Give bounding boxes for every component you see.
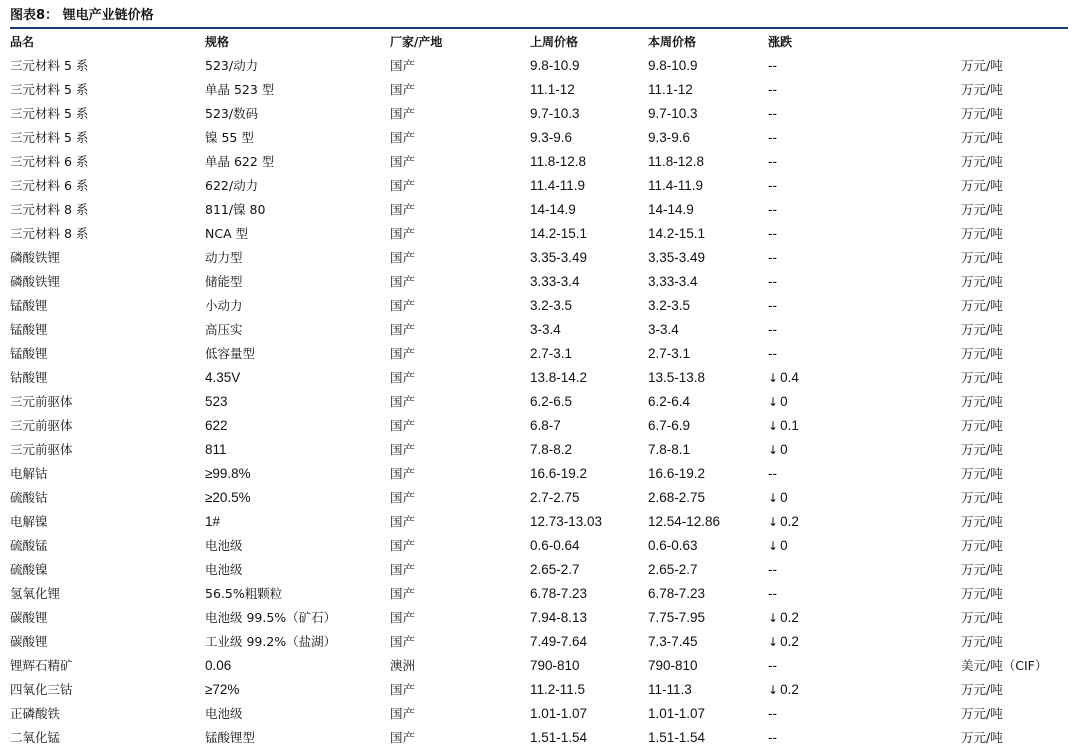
this-week-price: 6.7-6.9 [648,418,691,433]
this-week-price: 13.5-13.8 [648,370,706,385]
unit: 万元/吨 [961,250,1003,265]
table-row [0,54,1080,78]
unit: 万元/吨 [961,730,1003,745]
origin: 国产 [390,250,416,265]
last-week-price: 6.2-6.5 [530,394,573,409]
this-week-price: 11.1-12 [648,82,693,97]
price-change [768,702,777,726]
unit: 万元/吨 [961,370,1003,385]
price-change [768,78,777,102]
unit: 万元/吨 [961,634,1003,649]
spec: 523/数码 [205,106,259,121]
change-value: 0 [780,442,788,457]
change-value: -- [768,106,777,121]
product-name: 硫酸钴 [10,490,48,505]
table-row [0,462,1080,486]
header-this-week-price: 本周价格 [648,35,697,49]
last-week-price: 11.2-11.5 [530,682,586,697]
price-change [768,486,788,510]
change-value: -- [768,130,777,145]
change-value: 0.1 [780,418,799,433]
product-name: 电解镍 [10,514,48,529]
down-arrow-icon: ↓ [768,683,779,697]
origin: 国产 [390,538,416,553]
unit: 万元/吨 [961,418,1003,433]
this-week-price: 2.68-2.75 [648,490,706,505]
down-arrow-icon: ↓ [768,515,779,529]
table-row [0,102,1080,126]
product-name: 锰酸锂 [10,322,48,337]
last-week-price: 11.4-11.9 [530,178,586,193]
unit: 万元/吨 [961,274,1003,289]
last-week-price: 2.7-2.75 [530,490,580,505]
table-row [0,702,1080,726]
change-value: 0 [780,490,788,505]
table-row [0,606,1080,630]
table-row [0,678,1080,702]
product-name: 磷酸铁锂 [10,250,61,265]
down-arrow-icon: ↓ [768,539,779,553]
origin: 国产 [390,562,416,577]
origin: 国产 [390,130,416,145]
product-name: 四氧化三钴 [10,682,73,697]
price-change [768,198,777,222]
change-value: 0 [780,538,788,553]
price-change [768,438,788,462]
unit: 万元/吨 [961,490,1003,505]
down-arrow-icon: ↓ [768,443,779,457]
origin: 国产 [390,394,416,409]
down-arrow-icon: ↓ [768,611,779,625]
unit: 万元/吨 [961,106,1003,121]
table-row [0,558,1080,582]
last-week-price: 2.7-3.1 [530,346,573,361]
this-week-price: 6.78-7.23 [648,586,706,601]
this-week-price: 2.7-3.1 [648,346,691,361]
this-week-price: 9.7-10.3 [648,106,698,121]
origin: 国产 [390,706,416,721]
last-week-price: 1.51-1.54 [530,730,588,745]
table-row [0,510,1080,534]
spec: ≥72% [205,682,240,697]
spec: 523/动力 [205,58,259,73]
unit: 万元/吨 [961,610,1003,625]
last-week-price: 9.7-10.3 [530,106,580,121]
price-change [768,510,799,534]
spec: 动力型 [205,250,243,265]
last-week-price: 1.01-1.07 [530,706,588,721]
unit: 万元/吨 [961,154,1003,169]
table-row [0,390,1080,414]
unit: 万元/吨 [961,706,1003,721]
last-week-price: 14-14.9 [530,202,576,217]
table-row [0,150,1080,174]
unit: 万元/吨 [961,682,1003,697]
price-change [768,654,777,678]
product-name: 碳酸锂 [10,634,48,649]
product-name: 锂辉石精矿 [10,658,73,673]
spec: 工业级 99.2%（盐湖） [205,634,337,649]
origin: 澳洲 [390,658,416,673]
origin: 国产 [390,226,416,241]
origin: 国产 [390,466,416,481]
table-row [0,174,1080,198]
table-row [0,78,1080,102]
down-arrow-icon: ↓ [768,491,779,505]
last-week-price: 13.8-14.2 [530,370,588,385]
spec: 4.35V [205,370,241,385]
spec: 电池级 [205,706,243,721]
price-change [768,294,777,318]
spec: NCA 型 [205,226,249,241]
origin: 国产 [390,322,416,337]
price-change [768,606,799,630]
last-week-price: 9.8-10.9 [530,58,580,73]
this-week-price: 3-3.4 [648,322,679,337]
price-change [768,222,777,246]
origin: 国产 [390,202,416,217]
unit: 万元/吨 [961,586,1003,601]
spec: 单晶 622 型 [205,154,275,169]
last-week-price: 11.1-12 [530,82,575,97]
origin: 国产 [390,514,416,529]
change-value: -- [768,322,777,337]
table-row [0,534,1080,558]
unit: 万元/吨 [961,394,1003,409]
origin: 国产 [390,730,416,745]
this-week-price: 14.2-15.1 [648,226,706,241]
spec: 811/镍 80 [205,202,266,217]
last-week-price: 11.8-12.8 [530,154,587,169]
price-change [768,54,777,78]
this-week-price: 3.35-3.49 [648,250,706,265]
spec: 523 [205,394,228,409]
last-week-price: 7.8-8.2 [530,442,573,457]
product-name: 二氧化锰 [10,730,61,745]
table-row [0,342,1080,366]
table-row [0,366,1080,390]
change-value: -- [768,82,777,97]
change-value: -- [768,466,777,481]
origin: 国产 [390,586,416,601]
spec: 622/动力 [205,178,259,193]
spec: ≥20.5% [205,490,251,505]
product-name: 钴酸锂 [10,370,48,385]
product-name: 硫酸锰 [10,538,48,553]
spec: 电池级 99.5%（矿石） [205,610,337,625]
this-week-price: 7.8-8.1 [648,442,691,457]
change-value: -- [768,178,777,193]
figure-title: 图表8： 锂电产业链价格 [10,8,154,23]
origin: 国产 [390,178,416,193]
origin: 国产 [390,634,416,649]
price-change [768,246,777,270]
change-value: 0.2 [780,610,799,625]
change-value: -- [768,298,777,313]
table-body [0,54,1080,750]
this-week-price: 11.8-12.8 [648,154,705,169]
unit: 万元/吨 [961,58,1003,73]
spec: 镍 55 型 [205,130,254,145]
origin: 国产 [390,610,416,625]
this-week-price: 3.33-3.4 [648,274,698,289]
spec: 1# [205,514,221,529]
price-change [768,102,777,126]
spec: 622 [205,418,228,433]
this-week-price: 9.8-10.9 [648,58,698,73]
price-change [768,318,777,342]
price-change [768,726,777,750]
table-row [0,414,1080,438]
header-last-week-price: 上周价格 [530,35,579,49]
header-change: 涨跌 [768,35,793,49]
table-row [0,198,1080,222]
unit: 美元/吨（CIF） [961,658,1048,673]
origin: 国产 [390,490,416,505]
change-value: 0.2 [780,514,799,529]
unit: 万元/吨 [961,346,1003,361]
last-week-price: 7.94-8.13 [530,610,588,625]
table-row [0,438,1080,462]
change-value: -- [768,730,777,745]
header-product: 品名 [10,35,35,49]
origin: 国产 [390,682,416,697]
spec: 锰酸锂型 [205,730,256,745]
product-name: 硫酸镍 [10,562,48,577]
unit: 万元/吨 [961,322,1003,337]
unit: 万元/吨 [961,538,1003,553]
price-change [768,270,777,294]
change-value: -- [768,586,777,601]
last-week-price: 16.6-19.2 [530,466,588,481]
unit: 万元/吨 [961,514,1003,529]
change-value: -- [768,346,777,361]
this-week-price: 1.01-1.07 [648,706,706,721]
table-row [0,654,1080,678]
down-arrow-icon: ↓ [768,371,779,385]
price-change [768,558,777,582]
origin: 国产 [390,442,416,457]
this-week-price: 7.3-7.45 [648,634,698,649]
last-week-price: 6.78-7.23 [530,586,588,601]
unit: 万元/吨 [961,442,1003,457]
last-week-price: 3.33-3.4 [530,274,580,289]
unit: 万元/吨 [961,202,1003,217]
last-week-price: 2.65-2.7 [530,562,580,577]
last-week-price: 7.49-7.64 [530,634,588,649]
header-origin: 厂家/产地 [390,35,443,49]
down-arrow-icon: ↓ [768,395,779,409]
change-value: -- [768,58,777,73]
change-value: 0.4 [780,370,799,385]
this-week-price: 11.4-11.9 [648,178,704,193]
unit: 万元/吨 [961,130,1003,145]
spec: 0.06 [205,658,232,673]
origin: 国产 [390,106,416,121]
price-change [768,342,777,366]
last-week-price: 790-810 [530,658,580,673]
this-week-price: 2.65-2.7 [648,562,698,577]
this-week-price: 11-11.3 [648,682,692,697]
last-week-price: 3.2-3.5 [530,298,573,313]
price-change [768,678,799,702]
price-change [768,582,777,606]
change-value: 0.2 [780,634,799,649]
origin: 国产 [390,274,416,289]
last-week-price: 3.35-3.49 [530,250,588,265]
spec: 单晶 523 型 [205,82,275,97]
this-week-price: 1.51-1.54 [648,730,706,745]
table-row [0,246,1080,270]
this-week-price: 9.3-9.6 [648,130,691,145]
product-name: 三元材料 5 系 [10,130,89,145]
table-row [0,294,1080,318]
spec: ≥99.8% [205,466,251,481]
product-name: 三元材料 6 系 [10,178,89,193]
table-row [0,126,1080,150]
change-value: 0 [780,394,788,409]
origin: 国产 [390,298,416,313]
last-week-price: 0.6-0.64 [530,538,580,553]
table-row [0,318,1080,342]
table-row [0,582,1080,606]
this-week-price: 7.75-7.95 [648,610,706,625]
product-name: 三元材料 8 系 [10,202,89,217]
spec: 低容量型 [205,346,256,361]
change-value: 0.2 [780,682,799,697]
product-name: 三元前驱体 [10,418,73,433]
product-name: 三元材料 5 系 [10,82,89,97]
title-divider [10,27,1068,29]
change-value: -- [768,250,777,265]
unit: 万元/吨 [961,82,1003,97]
last-week-price: 14.2-15.1 [530,226,588,241]
unit: 万元/吨 [961,226,1003,241]
spec: 小动力 [205,298,243,313]
price-change [768,462,777,486]
spec: 811 [205,442,227,457]
change-value: -- [768,202,777,217]
product-name: 氢氧化锂 [10,586,61,601]
price-change [768,414,799,438]
spec: 56.5%粗颗粒 [205,586,283,601]
last-week-price: 9.3-9.6 [530,130,573,145]
this-week-price: 3.2-3.5 [648,298,691,313]
last-week-price: 3-3.4 [530,322,561,337]
table-row [0,270,1080,294]
price-change [768,126,777,150]
product-name: 锰酸锂 [10,346,48,361]
change-value: -- [768,274,777,289]
product-name: 正磷酸铁 [10,706,61,721]
product-name: 三元材料 5 系 [10,106,89,121]
price-change [768,366,799,390]
change-value: -- [768,562,777,577]
this-week-price: 0.6-0.63 [648,538,698,553]
product-name: 三元前驱体 [10,394,73,409]
price-change [768,174,777,198]
this-week-price: 14-14.9 [648,202,694,217]
header-spec: 规格 [205,35,230,49]
spec: 电池级 [205,562,243,577]
table-row [0,222,1080,246]
price-change [768,150,777,174]
origin: 国产 [390,370,416,385]
spec: 高压实 [205,322,243,337]
origin: 国产 [390,154,416,169]
spec: 储能型 [205,274,243,289]
table-row [0,726,1080,750]
product-name: 锰酸锂 [10,298,48,313]
product-name: 三元材料 8 系 [10,226,89,241]
down-arrow-icon: ↓ [768,635,779,649]
product-name: 三元前驱体 [10,442,73,457]
unit: 万元/吨 [961,562,1003,577]
this-week-price: 6.2-6.4 [648,394,691,409]
price-change [768,390,788,414]
this-week-price: 790-810 [648,658,698,673]
change-value: -- [768,658,777,673]
product-name: 磷酸铁锂 [10,274,61,289]
unit: 万元/吨 [961,298,1003,313]
change-value: -- [768,226,777,241]
last-week-price: 6.8-7 [530,418,561,433]
unit: 万元/吨 [961,466,1003,481]
change-value: -- [768,706,777,721]
origin: 国产 [390,346,416,361]
product-name: 三元材料 5 系 [10,58,89,73]
price-change [768,534,788,558]
table-header [0,33,1080,51]
origin: 国产 [390,82,416,97]
last-week-price: 12.73-13.03 [530,514,603,529]
this-week-price: 12.54-12.86 [648,514,721,529]
product-name: 三元材料 6 系 [10,154,89,169]
spec: 电池级 [205,538,243,553]
product-name: 电解钴 [10,466,48,481]
origin: 国产 [390,418,416,433]
price-change [768,630,799,654]
unit: 万元/吨 [961,178,1003,193]
this-week-price: 16.6-19.2 [648,466,706,481]
product-name: 碳酸锂 [10,610,48,625]
change-value: -- [768,154,777,169]
down-arrow-icon: ↓ [768,419,779,433]
origin: 国产 [390,58,416,73]
table-row [0,486,1080,510]
table-row [0,630,1080,654]
